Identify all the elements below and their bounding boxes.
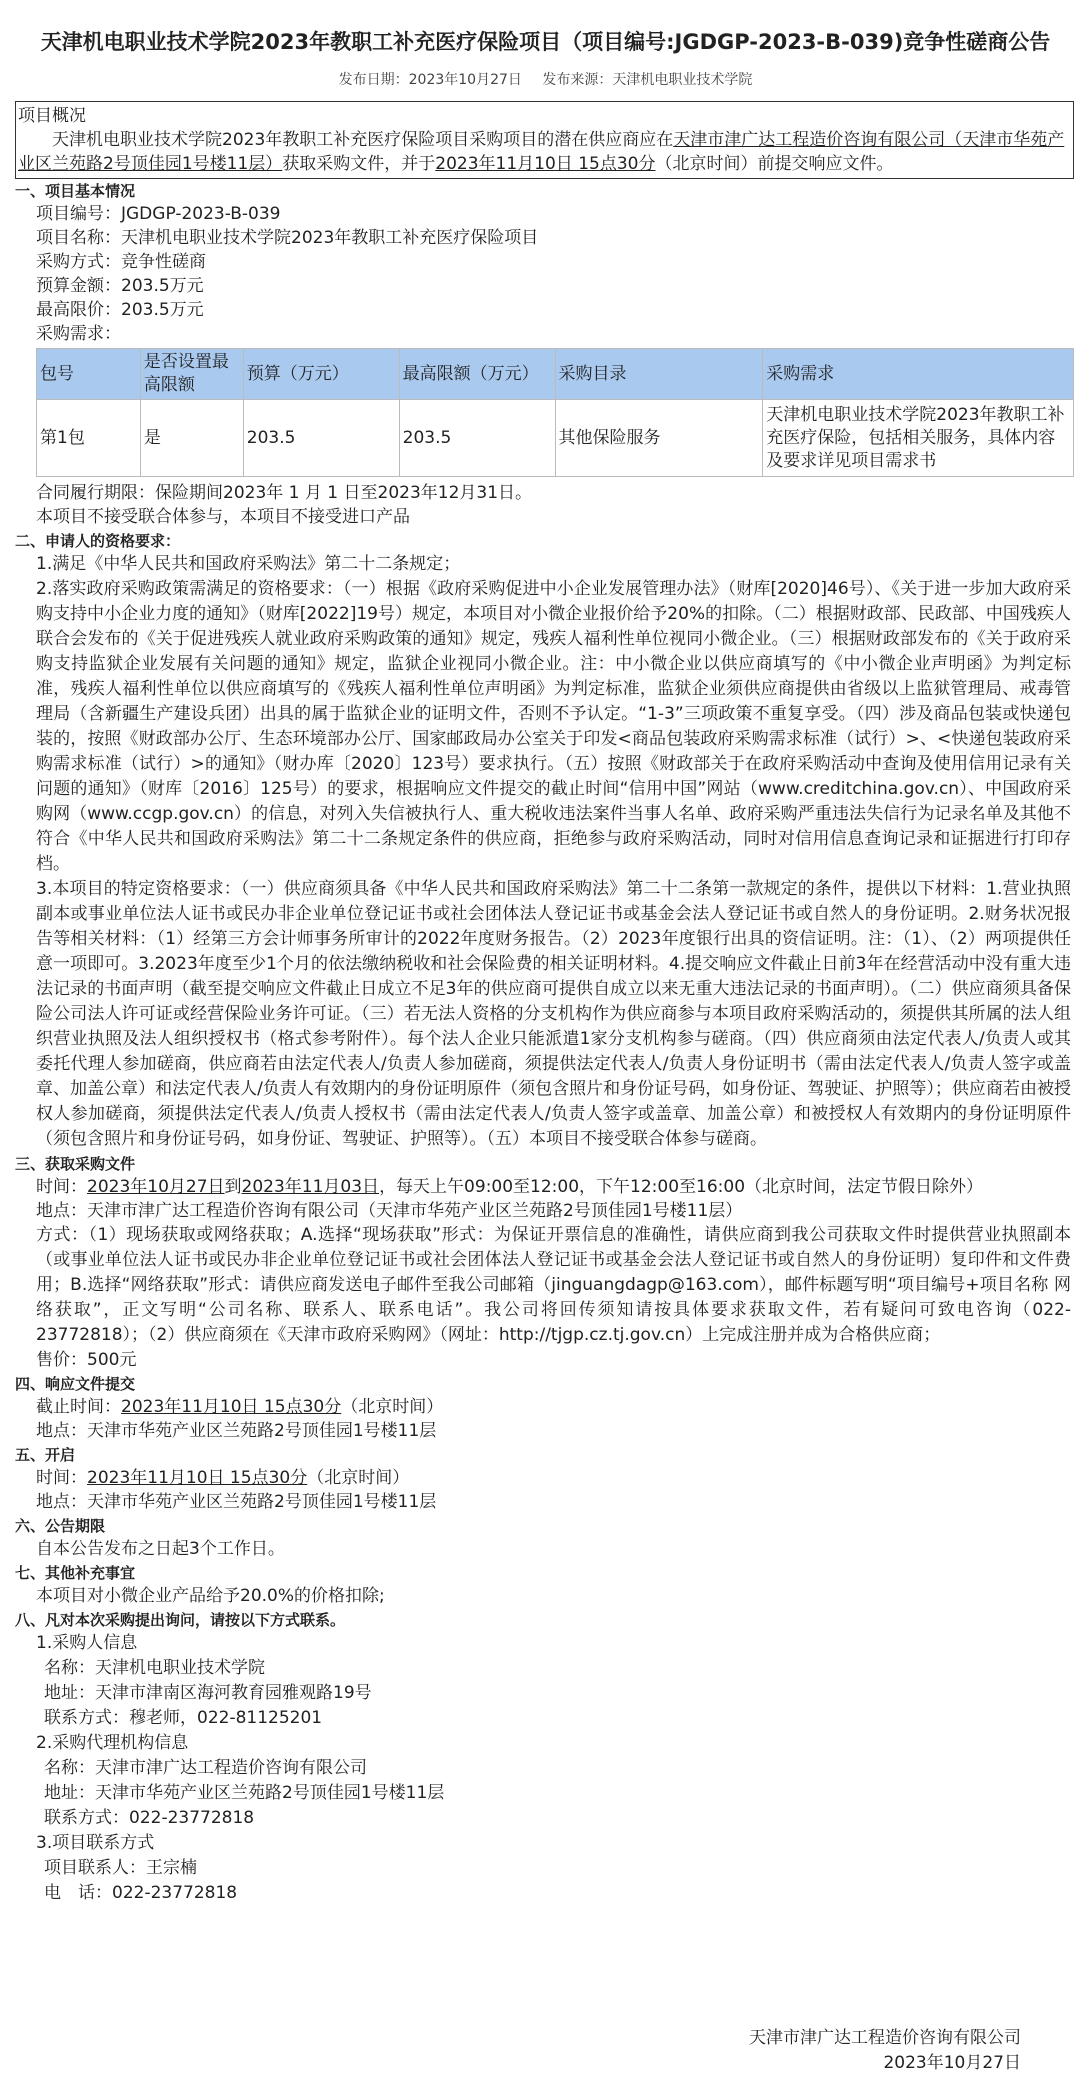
- agent-address: 地址：天津市华苑产业区兰苑路2号顶佳园1号楼11层: [44, 1783, 445, 1803]
- signature-org: 天津市津广达工程造价咨询有限公司: [749, 2028, 1021, 2048]
- table-header: 最高限额（万元）: [399, 349, 555, 400]
- qualification-item-1: 1.满足《中华人民共和国政府采购法》第二十二条规定；: [36, 554, 461, 574]
- opening-time: 时间：2023年11月10日 15点30分（北京时间）: [36, 1468, 410, 1488]
- table-header: 采购需求: [763, 349, 1074, 400]
- info-line: 采购需求：: [36, 324, 121, 344]
- period-text: 自本公告发布之日起3个工作日。: [36, 1539, 285, 1559]
- table-header: 是否设置最高限额: [140, 349, 243, 400]
- opening-place: 地点：天津市华苑产业区兰苑路2号顶佳园1号楼11层: [36, 1492, 437, 1512]
- section-heading-supplementary: 七、其他补充事宜: [15, 1564, 136, 1582]
- supplementary-text: 本项目对小微企业产品给予20.0%的价格扣除;: [36, 1586, 385, 1606]
- section-heading-qualification: 二、申请人的资格要求：: [15, 532, 181, 550]
- table-cell: 203.5: [399, 400, 555, 477]
- section-heading-basic-info: 一、项目基本情况: [15, 182, 136, 200]
- agent-contact: 联系方式：022-23772818: [44, 1808, 255, 1828]
- obtain-method: 方式：（1）现场获取或网络获取；A.选择“现场获取”形式：为保证开票信息的准确性，请供应商到我公司获取文件时提供营业执照副本（或事业单位法人证书或民办非企业单位登记证书或社会团体法人登记证书或基金会法人登记证书或自然人的身份证明）复印件和文件费用；B.选择“网络获取”形式：请供应商发送电子邮件至我公司邮箱（jinguangdagp@163.com），邮件标题写明“项目编号+项目名称 网络获取”，正文写明“公司名称、联系人、联系电话”。我公司将回传须知请按具体要求获取文件，若有疑问可致电咨询（022-23772818）；（2）供应商须在《天津市政府采购网》（网址：http://tjgp.cz.tj.gov.cn）上完成注册并成为合格供应商；: [36, 1225, 1071, 1345]
- info-line: 采购方式：竞争性磋商: [36, 252, 206, 272]
- page-title: 天津机电职业技术学院2023年教职工补充医疗保险项目（项目编号:JGDGP-2023-B-039)竞争性磋商公告: [40, 30, 1051, 54]
- section-heading-contact: 八、凡对本次采购提出询问，请按以下方式联系。: [15, 1611, 346, 1629]
- table-cell: 是: [140, 400, 243, 477]
- project-contact-heading: 3.项目联系方式: [36, 1833, 155, 1853]
- obtain-start-date: 2023年10月27日: [87, 1177, 225, 1197]
- section-heading-obtain-docs: 三、获取采购文件: [15, 1155, 136, 1173]
- meta-info: [0, 69, 1091, 91]
- section-heading-opening: 五、开启: [15, 1446, 76, 1464]
- section-heading-submission: 四、响应文件提交: [15, 1375, 136, 1393]
- table-row: [37, 400, 1074, 477]
- table-cell: 其他保险服务: [555, 400, 763, 477]
- contract-period: 合同履行期限：保险期间2023年 1 月 1 日至2023年12月31日。: [36, 483, 533, 503]
- table-header: 包号: [37, 349, 141, 400]
- buyer-name: 名称：天津机电职业技术学院: [44, 1658, 265, 1678]
- table-cell: 203.5: [243, 400, 399, 477]
- table-cell: 第1包: [37, 400, 141, 477]
- qualification-item-3: 3.本项目的特定资格要求：（一）供应商须具备《中华人民共和国政府采购法》第二十二条第一款规定的条件，提供以下材料：1.营业执照副本或事业单位法人证书或民办非企业单位登记证书或社会团体法人登记证书或基金会法人登记证书或自然人的身份证明。2.财务状况报告等相关材料：（1）经第三方会计师事务所审计的2022年度财务报告。（2）2023年度银行出具的资信证明。注：（1）、（2）两项提供任意一项即可。3.2023年度至少1个月的依法缴纳税收和社会保险费的相关证明材料。4.提交响应文件截止日前3年在经营活动中没有重大违法记录的书面声明（截至提交响应文件截止日成立不足3年的供应商可提供自成立以来无重大违法记录的书面声明）。（二）供应商须具备保险公司法人许可证或经营保险业务许可证。（三）若无法人资格的分支机构作为供应商参与本项目政府采购活动的，须提供其所属的法人组织营业执照及法人组织授权书（格式参考附件）。每个法人企业只能派遣1家分支机构参与磋商。（四）供应商须由法定代表人/负责人或其委托代理人参加磋商，供应商若由法定代表人/负责人参加磋商，须提供法定代表人/负责人身份证明书（需由法定代表人/负责人签字或盖章、加盖公章）和法定代表人/负责人有效期内的身份证明原件（须包含照片和身份证号码，如身份证、驾驶证、护照等）；供应商若由被授权人参加磋商，须提供法定代表人/负责人授权书（需由法定代表人/负责人签字或盖章、加盖公章）和被授权人有效期内的身份证明原件（须包含照片和身份证号码，如身份证、驾驶证、护照等）。（五）本项目不接受联合体参与磋商。: [36, 879, 1071, 1149]
- project-contact-person: 项目联系人：王宗楠: [44, 1858, 197, 1878]
- doc-price: 售价：500元: [36, 1350, 137, 1370]
- info-line: 项目名称：天津机电职业技术学院2023年教职工补充医疗保险项目: [36, 228, 539, 248]
- section-heading-period: 六、公告期限: [15, 1517, 106, 1535]
- project-contact-phone: 电 话：022-23772818: [44, 1883, 238, 1903]
- qualification-item-2: 2.落实政府采购政策需满足的资格要求：（一）根据《政府采购促进中小企业发展管理办法》（财库[2020]46号）、《关于进一步加大政府采购支持中小企业力度的通知》（财库[2022]19号）规定，本项目对小微企业报价给予20%的扣除。（二）根据财政部、民政部、中国残疾人联合会发布的《关于促进残疾人就业政府采购政策的通知》规定，残疾人福利性单位视同小微企业。（三）根据财政部发布的《关于政府采购支持监狱企业发展有关问题的通知》规定，监狱企业视同小微企业。注：中小微企业以供应商填写的《中小微企业声明函》为判定标准，残疾人福利性单位以供应商填写的《残疾人福利性单位声明函》为判定标准，监狱企业须供应商提供由省级以上监狱管理局、戒毒管理局（含新疆生产建设兵团）出具的属于监狱企业的证明文件，否则不予认定。“1-3”三项政策不重复享受。（四）涉及商品包装或快递包装的，按照《财政部办公厅、生态环境部办公厅、国家邮政局办公室关于印发<商品包装政府采购需求标准（试行）>、<快递包装政府采购需求标准（试行）>的通知》（财办库〔2020〕123号）要求执行。（五）按照《财政部关于在政府采购活动中查询及使用信用记录有关问题的通知》（财库〔2016〕125号）的要求，根据响应文件提交的截止时间“信用中国”网站（www.creditchina.gov.cn）、中国政府采购网（www.ccgp.gov.cn）的信息，对列入失信被执行人、重大税收违法案件当事人名单、政府采购严重违法失信行为记录名单及其他不符合《中华人民共和国政府采购法》第二十二条规定条件的供应商，拒绝参与政府采购活动，同时对信用信息查询记录和证据进行打印存档。: [36, 579, 1071, 874]
- deadline-text: 2023年11月10日 15点30分: [435, 154, 656, 174]
- obtain-end-date: 2023年11月03日: [241, 1177, 380, 1197]
- submission-deadline: 截止时间：2023年11月10日 15点30分（北京时间）: [36, 1397, 444, 1417]
- overview-label: 项目概况: [18, 106, 86, 126]
- overview-text: 天津机电职业技术学院2023年教职工补充医疗保险项目采购项目的潜在供应商应在天津市津广达工程造价咨询有限公司（天津市华苑产业区兰苑路2号顶佳园1号楼11层）获取采购文件，并于2023年11月10日 15点30分（北京时间）前提交响应文件。: [18, 130, 1065, 174]
- submission-place: 地点：天津市华苑产业区兰苑路2号顶佳园1号楼11层: [36, 1421, 437, 1441]
- info-line: 项目编号：JGDGP-2023-B-039: [36, 204, 281, 224]
- buyer-address: 地址：天津市津南区海河教育园雅观路19号: [44, 1683, 372, 1703]
- buyer-heading: 1.采购人信息: [36, 1633, 138, 1653]
- table-header: 采购目录: [555, 349, 763, 400]
- agent-name: 名称：天津市津广达工程造价咨询有限公司: [44, 1758, 367, 1778]
- consortium-note: 本项目不接受联合体参与，本项目不接受进口产品: [36, 507, 410, 527]
- publish-source: 发布来源：天津机电职业技术学院: [542, 72, 753, 88]
- obtain-time: 时间：2023年10月27日到2023年11月03日，每天上午09:00至12:00，下午12:00至16:00（北京时间，法定节假日除外）: [36, 1177, 984, 1197]
- buyer-contact: 联系方式：穆老师，022-81125201: [44, 1708, 323, 1728]
- agency-address-link: 天津市津广达工程造价咨询有限公司（天津市华苑产业区兰苑路2号顶佳园1号楼11层）: [18, 130, 1065, 174]
- info-line: 预算金额：203.5万元: [36, 276, 204, 296]
- table-header-row: [37, 349, 1074, 400]
- publish-date: 发布日期：2023年10月27日: [338, 72, 522, 88]
- table-header: 预算（万元）: [243, 349, 399, 400]
- signature-date: 2023年10月27日: [883, 2053, 1021, 2073]
- info-line: 最高限价：203.5万元: [36, 300, 204, 320]
- package-table: [36, 348, 1074, 477]
- project-overview-box: [15, 101, 1074, 179]
- table-cell: 天津机电职业技术学院2023年教职工补充医疗保险，包括相关服务，具体内容及要求详见项目需求书: [763, 400, 1074, 477]
- agent-heading: 2.采购代理机构信息: [36, 1733, 189, 1753]
- obtain-place: 地点：天津市津广达工程造价咨询有限公司（天津市华苑产业区兰苑路2号顶佳园1号楼11层）: [36, 1201, 743, 1221]
